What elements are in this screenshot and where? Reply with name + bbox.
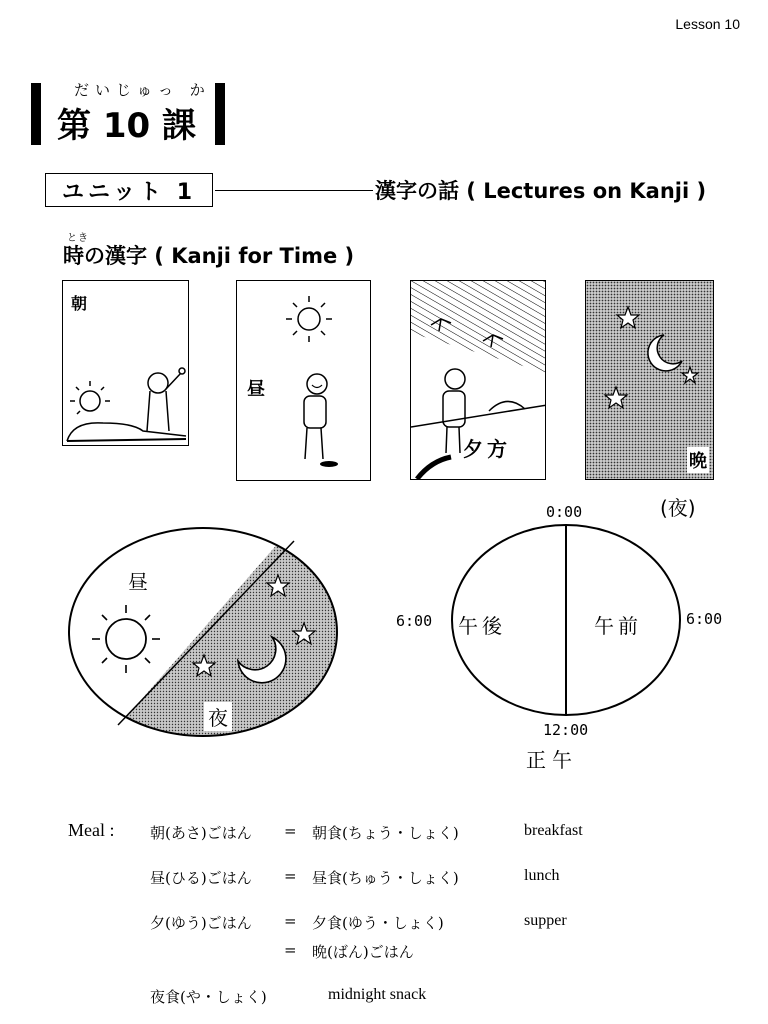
panel-morning — [62, 280, 189, 446]
meal-row-lunch-english: lunch — [524, 867, 560, 884]
meal-row-supper-alt: 晩(ばん)ごはん — [312, 943, 414, 961]
unit-connector-line — [215, 190, 373, 191]
clock-top-label: 0:00 — [546, 503, 583, 521]
meal-row-breakfast-left: 朝(あさ)ごはん — [150, 824, 252, 842]
meal-row-lunch-right: 昼食(ちゅう・しょく) — [312, 869, 459, 887]
clock-pm-label: 午後 — [458, 614, 506, 638]
meal-row-breakfast-english: breakfast — [524, 822, 583, 839]
panel-morning-label: 朝 — [71, 294, 88, 313]
panel-night — [585, 280, 714, 480]
meal-row-breakfast-eq: = — [284, 822, 297, 840]
meal-row-supper-left: 夕(ゆう)ごはん — [150, 914, 252, 932]
clock-noon-label: 正午 — [526, 748, 578, 772]
title-bar-right — [215, 83, 225, 145]
panel-night-label: 晩 — [687, 447, 709, 473]
meal-row-breakfast-right: 朝食(ちょう・しょく) — [312, 824, 459, 842]
clock-am-label: 午前 — [594, 614, 642, 638]
meal-row-lunch-left: 昼(ひる)ごはん — [150, 869, 252, 887]
meal-row-supper-english: supper — [524, 912, 567, 929]
clock-left-label: 6:00 — [396, 612, 433, 630]
night-alternate-label: (夜) — [660, 496, 696, 520]
meal-row-lunch-eq: = — [284, 867, 297, 885]
meal-row-snack-english: midnight snack — [328, 986, 427, 1003]
daytime-illustration — [237, 281, 371, 481]
section-title: 時の漢字 ( Kanji for Time ) — [63, 244, 355, 268]
meal-row-supper-alt-eq: = — [284, 941, 297, 959]
lesson-number: Lesson 10 — [675, 16, 740, 32]
meal-row-supper-right: 夕食(ゆう・しょく) — [312, 914, 444, 932]
panel-evening — [410, 280, 546, 480]
clock-right-label: 6:00 — [686, 610, 723, 628]
morning-illustration — [63, 281, 189, 446]
lesson-title: 第 10 課 — [57, 106, 196, 146]
title-ruby: だいじゅっ か — [74, 81, 211, 99]
meal-heading: Meal : — [68, 820, 115, 840]
panel-daytime — [236, 280, 371, 481]
panel-daytime-label: 昼 — [247, 379, 265, 400]
unit-subtitle: 漢字の話 ( Lectures on Kanji ) — [375, 179, 707, 203]
day-label: 昼 — [128, 570, 148, 594]
clock-bottom-label: 12:00 — [543, 721, 589, 739]
meal-row-snack-left: 夜食(や・しょく) — [150, 988, 267, 1006]
meal-row-supper-eq: = — [284, 912, 297, 930]
section-ruby: とき — [67, 233, 89, 244]
night-label: 夜 — [204, 702, 232, 731]
title-bar-left — [31, 83, 41, 145]
unit-label: ユニット 1 — [45, 173, 213, 207]
panel-evening-label: 夕方 — [463, 437, 511, 461]
